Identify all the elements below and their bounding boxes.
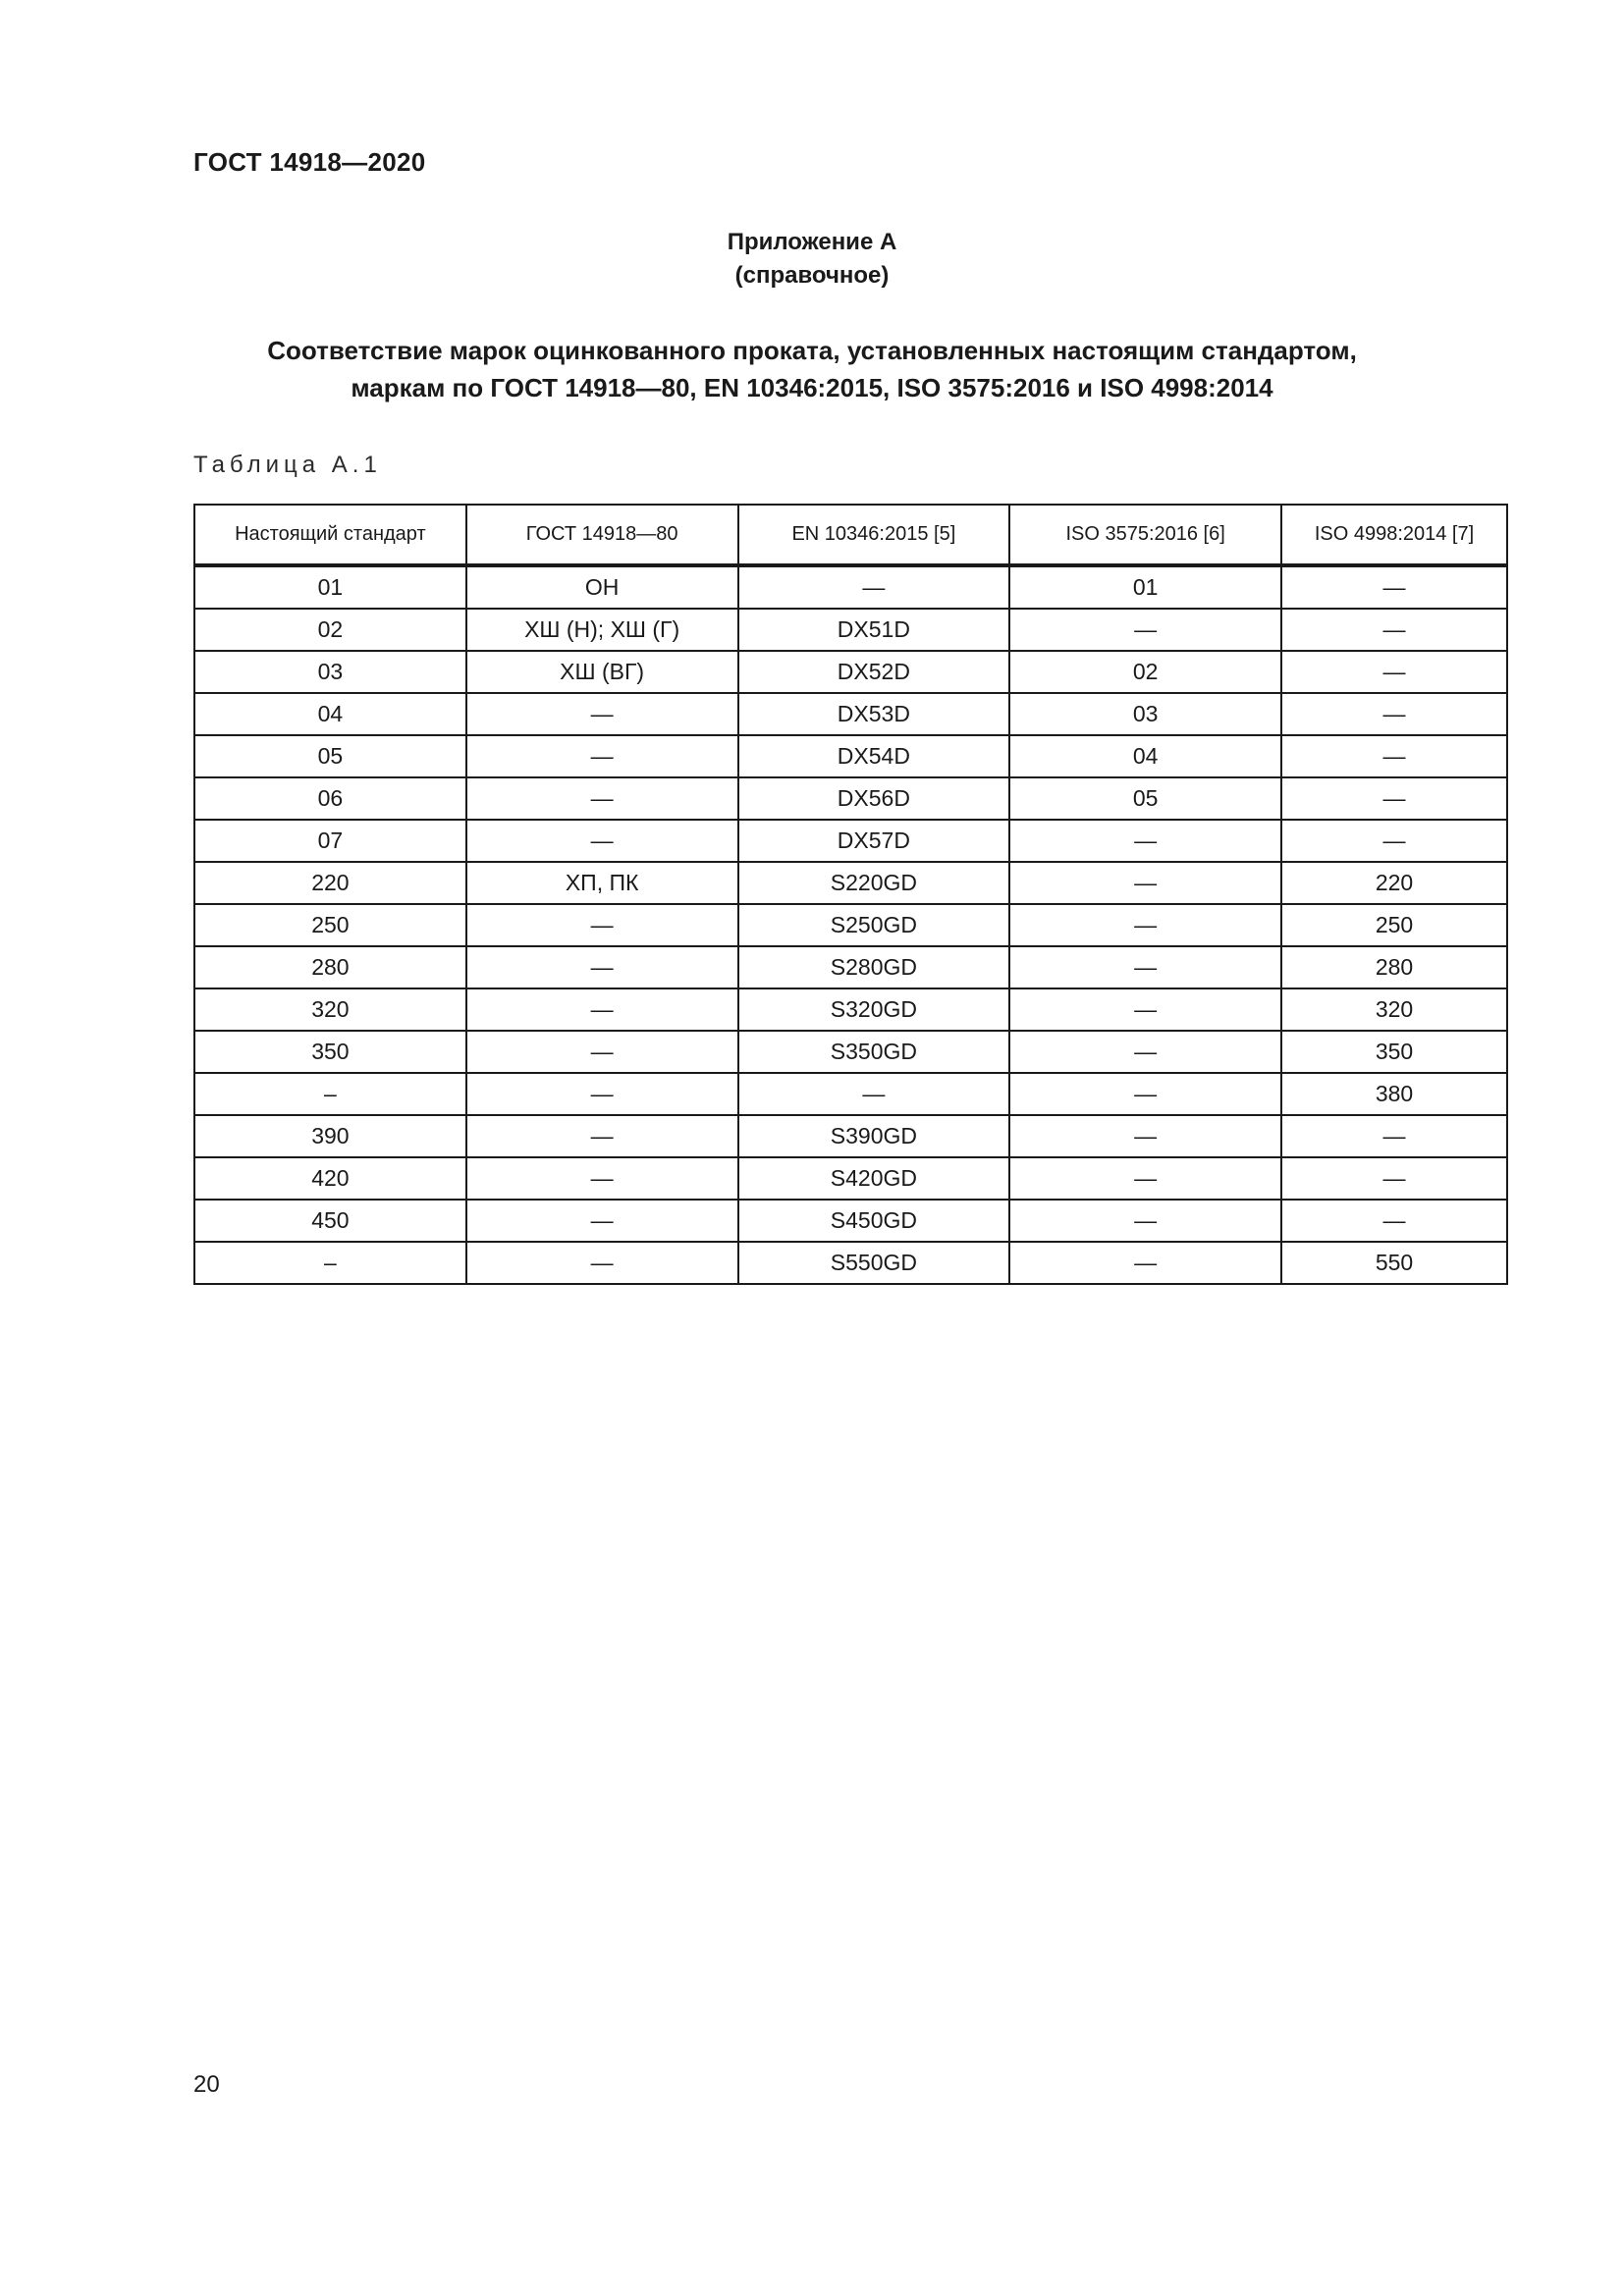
table-cell: — — [1009, 904, 1281, 946]
table-cell: S390GD — [738, 1115, 1010, 1157]
column-header: Настоящий стандарт — [194, 505, 466, 565]
table-cell: DX54D — [738, 735, 1010, 777]
table-cell: — — [1009, 609, 1281, 651]
table-cell: 04 — [1009, 735, 1281, 777]
table-cell: 03 — [194, 651, 466, 693]
table-caption: Таблица А.1 — [193, 452, 382, 478]
table-cell: S280GD — [738, 946, 1010, 988]
table-row — [194, 777, 1507, 820]
table-cell: 390 — [194, 1115, 466, 1157]
table-cell: — — [466, 946, 738, 988]
table-cell: — — [466, 1157, 738, 1200]
table-row — [194, 946, 1507, 988]
table-cell: 05 — [1009, 777, 1281, 820]
table-cell: DX51D — [738, 609, 1010, 651]
table-cell: — — [1281, 1115, 1507, 1157]
table-row — [194, 1115, 1507, 1157]
table-cell: 02 — [194, 609, 466, 651]
table-cell: S220GD — [738, 862, 1010, 904]
table-row — [194, 1031, 1507, 1073]
appendix-title-line-1: Соответствие марок оцинкованного проката, установленных настоящим стандартом, — [267, 336, 1357, 365]
table-cell: S350GD — [738, 1031, 1010, 1073]
table-cell: — — [1009, 1031, 1281, 1073]
table-cell: 01 — [194, 565, 466, 609]
table-cell: — — [738, 565, 1010, 609]
table-cell: — — [1281, 565, 1507, 609]
table-cell: — — [1281, 1200, 1507, 1242]
table-cell: 350 — [1281, 1031, 1507, 1073]
table-cell: — — [1009, 946, 1281, 988]
table-cell: — — [1009, 820, 1281, 862]
table-cell: 03 — [1009, 693, 1281, 735]
table-cell: 350 — [194, 1031, 466, 1073]
grade-correspondence-table — [193, 504, 1508, 1285]
table-cell: DX56D — [738, 777, 1010, 820]
table-cell: — — [466, 1115, 738, 1157]
column-header: ГОСТ 14918—80 — [466, 505, 738, 565]
table-cell: — — [1009, 862, 1281, 904]
table-cell: ХП, ПК — [466, 862, 738, 904]
table-cell: S450GD — [738, 1200, 1010, 1242]
table-cell: — — [466, 988, 738, 1031]
table-cell: — — [466, 1073, 738, 1115]
table-cell: — — [466, 693, 738, 735]
table-row — [194, 820, 1507, 862]
table-cell: 280 — [194, 946, 466, 988]
table-cell: 320 — [1281, 988, 1507, 1031]
appendix-title-line-2: маркам по ГОСТ 14918—80, EN 10346:2015, ISO 3575:2016 и ISO 4998:2014 — [351, 373, 1273, 402]
table-cell: — — [1281, 1157, 1507, 1200]
table-cell: 05 — [194, 735, 466, 777]
table-cell: — — [1009, 1157, 1281, 1200]
appendix-label: Приложение А — [727, 229, 897, 255]
table-row — [194, 1157, 1507, 1200]
table-cell: DX53D — [738, 693, 1010, 735]
table-cell: DX52D — [738, 651, 1010, 693]
table-cell: 420 — [194, 1157, 466, 1200]
table-cell: — — [738, 1073, 1010, 1115]
column-header: ISO 3575:2016 [6] — [1009, 505, 1281, 565]
table-cell: — — [466, 820, 738, 862]
table-cell: — — [1281, 651, 1507, 693]
table-row — [194, 988, 1507, 1031]
table-cell: ОН — [466, 565, 738, 609]
table-cell: 280 — [1281, 946, 1507, 988]
appendix-title — [157, 332, 1467, 406]
table-cell: — — [1281, 777, 1507, 820]
table-row — [194, 862, 1507, 904]
table-cell: 250 — [194, 904, 466, 946]
table-cell: 02 — [1009, 651, 1281, 693]
table-cell: DX57D — [738, 820, 1010, 862]
table-row — [194, 1200, 1507, 1242]
table-cell: 320 — [194, 988, 466, 1031]
table-cell: S250GD — [738, 904, 1010, 946]
table-cell: 07 — [194, 820, 466, 862]
table-cell: 04 — [194, 693, 466, 735]
table-cell: ХШ (Н); ХШ (Г) — [466, 609, 738, 651]
table-cell: — — [1281, 820, 1507, 862]
appendix-heading — [0, 226, 1624, 293]
table-cell: ХШ (ВГ) — [466, 651, 738, 693]
table-cell: S550GD — [738, 1242, 1010, 1284]
table-row — [194, 1073, 1507, 1115]
table-cell: — — [1281, 609, 1507, 651]
table-cell: 250 — [1281, 904, 1507, 946]
table-body — [194, 565, 1507, 1284]
table-cell: — — [466, 1031, 738, 1073]
table-cell: – — [194, 1073, 466, 1115]
table-row — [194, 735, 1507, 777]
table-cell: 380 — [1281, 1073, 1507, 1115]
table-cell: 550 — [1281, 1242, 1507, 1284]
table-cell: — — [1281, 693, 1507, 735]
table-header-row — [194, 505, 1507, 565]
table-cell: — — [466, 904, 738, 946]
table-cell: 220 — [1281, 862, 1507, 904]
table-row — [194, 651, 1507, 693]
table-cell: — — [1009, 988, 1281, 1031]
table-cell: — — [1009, 1073, 1281, 1115]
table-cell: — — [1009, 1242, 1281, 1284]
table-cell: — — [1281, 735, 1507, 777]
table-cell: 06 — [194, 777, 466, 820]
table-cell: — — [466, 735, 738, 777]
table-row — [194, 904, 1507, 946]
column-header: EN 10346:2015 [5] — [738, 505, 1010, 565]
table-cell: — — [466, 1200, 738, 1242]
table-row — [194, 565, 1507, 609]
table-cell: — — [466, 777, 738, 820]
table-cell: S320GD — [738, 988, 1010, 1031]
table-row — [194, 609, 1507, 651]
table-row — [194, 1242, 1507, 1284]
appendix-type: (справочное) — [734, 262, 890, 289]
page-number: 20 — [193, 2071, 220, 2098]
table-cell: 01 — [1009, 565, 1281, 609]
table-cell: — — [1009, 1200, 1281, 1242]
table-cell: — — [466, 1242, 738, 1284]
table-cell: S420GD — [738, 1157, 1010, 1200]
document-header: ГОСТ 14918—2020 — [193, 147, 426, 177]
table-cell: 220 — [194, 862, 466, 904]
table-cell: 450 — [194, 1200, 466, 1242]
column-header: ISO 4998:2014 [7] — [1281, 505, 1507, 565]
table-cell: – — [194, 1242, 466, 1284]
table-row — [194, 693, 1507, 735]
table-cell: — — [1009, 1115, 1281, 1157]
